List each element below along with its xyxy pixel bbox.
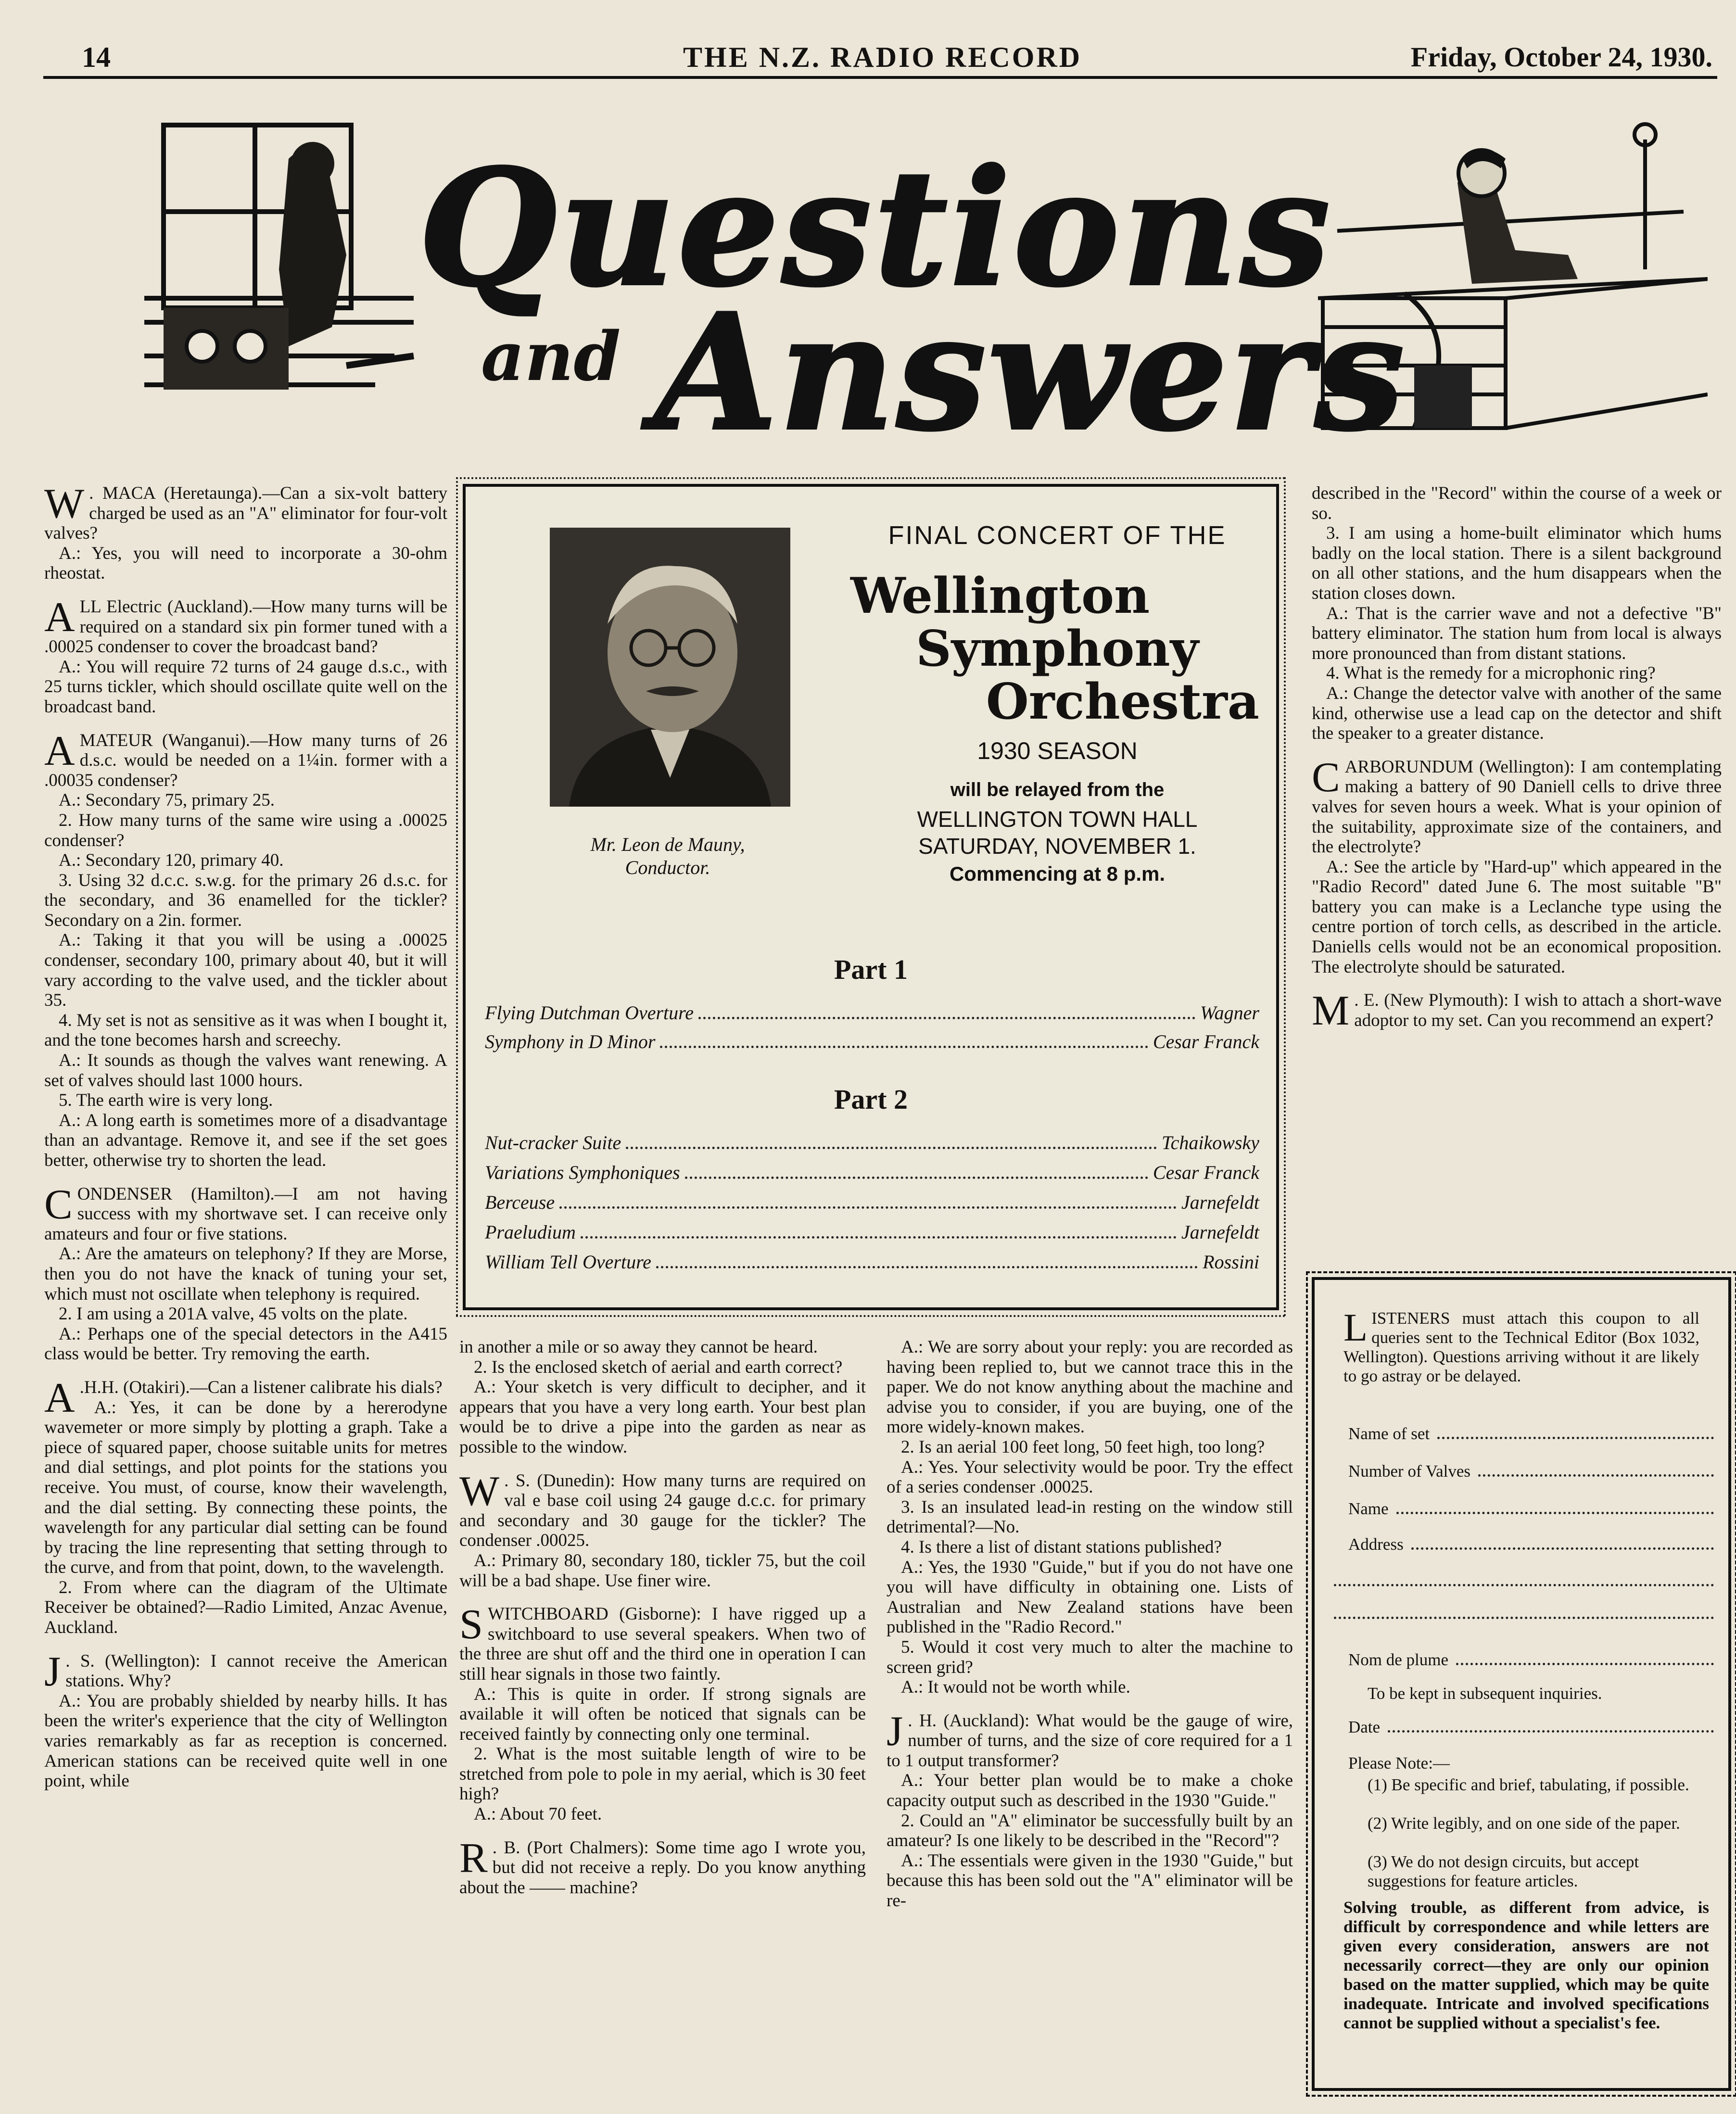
question-me: M . E. (New Plymouth): I wish to attach a short-wave adoptor to my set. Can you recommend an expert? <box>1312 987 1722 1035</box>
answer-text: A.: Are the amateurs on telephony? If they are Morse, then you do not have the knack of tuning your set, which must not oscillate when telephony is required. <box>44 1244 447 1304</box>
question-all-electric: ALL Electric (Auckland).—How many turns will be required on a standard six pin former tuned with a .00025 condenser to cover the broadcast band? <box>44 594 447 657</box>
drop-cap: S <box>459 1601 483 1648</box>
question-text: 2. What is the most suitable length of wire to be stretched from pole to pole in my aerial, which is 30 feet high? <box>459 1744 866 1804</box>
drop-cap: A <box>44 1374 75 1421</box>
masthead <box>43 26 1717 79</box>
drop-cap: C <box>44 1181 73 1228</box>
venue: WELLINGTON TOWN HALL <box>917 807 1198 832</box>
relay-note: will be relayed from the <box>950 779 1165 800</box>
drop-cap: J <box>887 1708 903 1755</box>
season: 1930 SEASON <box>977 737 1138 764</box>
answer-text: A.: Secondary 75, primary 25. <box>59 790 275 810</box>
answer-text: A.: Perhaps one of the special detectors in the A415 class would be better. Try removing the earth. <box>44 1324 447 1364</box>
answer-text: A.: Yes. Your selectivity would be poor. Try the effect of a series condenser .00025. <box>887 1457 1293 1497</box>
masthead-rule <box>43 76 1717 79</box>
note-item: (3) We do not design circuits, but accept suggestions for feature articles. <box>1368 1852 1639 1890</box>
question-ahh: A .H.H. (Otakiri).—Can a listener calibrate his dials? <box>44 1374 443 1421</box>
conductor-role: Conductor. <box>625 857 710 878</box>
question-maca: W . MACA (Heretaunga).—Can a six-volt battery charged be used as an "A" eliminator for four-volt valves? <box>44 481 447 544</box>
question-amateur: AMATEUR (Wanganui).—How many turns of 26 d.s.c. would be needed on a 1¼in. former with a .00035 condenser? <box>44 727 447 790</box>
answer-text: A.: It would not be worth while. <box>901 1677 1130 1697</box>
question-text: 2. I am using a 201A valve, 45 volts on the plate. <box>59 1304 408 1324</box>
orchestra-name-line-2: Symphony <box>916 620 1199 678</box>
listener-coupon <box>1312 1277 1731 2091</box>
drop-cap: J <box>44 1648 61 1695</box>
question-text: 3. Is an insulated lead-in resting on the window still detrimental?—No. <box>887 1497 1293 1537</box>
column-2 <box>459 1337 866 1898</box>
question-js: J . S. (Wellington): I cannot receive the American stations. Why? <box>44 1648 447 1695</box>
continued-text: in another a mile or so away they cannot be heard. <box>459 1337 818 1357</box>
question-text: 3. Using 32 d.c.c. s.w.g. for the primary 26 d.s.c. for the secondary, and 36 enamelled for the tickler? Secondary on a 2in. former. <box>44 870 447 930</box>
question-text: 4. My set is not as sensitive as it was when I bought it, and the tone becomes harsh and screechy. <box>44 1010 447 1051</box>
question-text: 4. What is the remedy for a microphonic ring? <box>1326 663 1656 684</box>
concert-announcement <box>463 484 1279 1310</box>
concert-details <box>850 516 1264 886</box>
column-4 <box>1312 483 1722 1035</box>
question-text: 2. Is an aerial 100 feet long, 50 feet high, too long? <box>901 1437 1265 1457</box>
question-condenser: CONDENSER (Hamilton).—I am not having success with my shortwave set. I can receive only amateurs and four or five stations. <box>44 1181 447 1244</box>
nom-de-plume-field[interactable]: Nom de plume <box>1348 1650 1714 1670</box>
question-text: 4. Is there a list of distant stations published? <box>901 1537 1222 1557</box>
conductor-caption <box>523 833 812 879</box>
portrait-photo <box>550 528 790 807</box>
answer-text: A.: Change the detector valve with another of the same kind, otherwise use a lead cap on the detector and shift the speaker to a greater distance. <box>1312 683 1722 744</box>
program-item: Variations Symphoniques Cesar Franck <box>485 1162 1259 1183</box>
answer-text: A.: You are probably shielded by nearby hills. It has been the writer's experience that the city of Wellington varies remarkably as far as reception is concerned. American stations can be received quite well in one point, while <box>44 1691 447 1791</box>
question-text: 3. I am using a home-built eliminator which hums badly on the local station. There is a silent background on all other stations, and the hum disappears when the station closes down. <box>1312 523 1722 603</box>
answer-text: A.: This is quite in order. If strong signals are available it will often be noticed that signals can be received faintly by connecting only one terminal. <box>459 1684 866 1744</box>
issue-date: Friday, October 24, 1930. <box>1410 41 1712 73</box>
question-text: 2. From where can the diagram of the Ultimate Receiver be obtained?—Radio Limited, Anzac Avenue, Auckland. <box>44 1577 447 1638</box>
answer-text: A.: It sounds as though the valves want renewing. A set of valves should last 1000 hours. <box>44 1051 447 1090</box>
answer-text: A.: We are sorry about your reply: you are recorded as having been replied to, but we cannot trace this in the paper. We do not know anything about the machine and advise you to consider, if you are buying, one of the more widely-known makes. <box>887 1337 1293 1437</box>
question-jh: J . H. (Auckland): What would be the gauge of wire, number of turns, and the size of core required for a 1 to 1 output transformer? <box>887 1708 1293 1771</box>
answer-text: A.: Your sketch is very difficult to decipher, and it appears that you have a very long earth. Your best plan would be to drive a pipe into the garden as near as possible to the window. <box>459 1377 866 1457</box>
date-field[interactable]: Date <box>1348 1718 1714 1737</box>
question-text: 2. Is the enclosed sketch of aerial and earth correct? <box>474 1357 843 1377</box>
continued-text: described in the "Record" within the course of a week or so. <box>1312 483 1722 523</box>
note-item: (2) Write legibly, and on one side of the paper. <box>1368 1814 1680 1833</box>
answer-text: A.: See the article by "Hard-up" which appeared in the "Radio Record" dated June 6. The most suitable "B" battery you can make is a Leclanche type using the centre portion of torch cells, as described in the article. Daniells cells would not be an economical proposition. The electrolyte should be saturated. <box>1312 857 1722 977</box>
answer-text: A.: Taking it that you will be using a .00025 condenser, secondary 100, primary about 40, but it will vary according to the valve used, and the tickler about 35. <box>44 930 447 1011</box>
orchestra-name-line-1: Wellington <box>850 567 1150 625</box>
program-item: Nut-cracker Suite Tchaikowsky <box>485 1132 1259 1153</box>
drop-cap: R <box>459 1835 488 1882</box>
answer-text: A.: Yes, it can be done by a hererodyne wavemeter or more simply by plotting a graph. Take a piece of squared paper, choose suitable units for metres and dial settings, and plot points for the stations you receive. You must, of course, know their wavelength, and the dial setting. By connecting these points, the wavelength for any particular dial setting can be found by tracing the line representing that setting through to the curve, and from that point, down, to the wavelength. <box>44 1397 447 1578</box>
question-rb: R . B. (Port Chalmers): Some time ago I wrote you, but did not receive a reply. Do you know anything about the —— machine? <box>459 1835 866 1898</box>
drop-cap: L <box>1343 1305 1368 1349</box>
banner-title-questions: Questions <box>418 135 1333 321</box>
program-item: Berceuse Jarnefeldt <box>485 1191 1259 1213</box>
answer-text: A.: Secondary 120, primary 40. <box>59 850 284 871</box>
answer-text: A.: About 70 feet. <box>474 1804 602 1824</box>
drop-cap: M <box>1312 987 1350 1035</box>
name-field[interactable]: Name <box>1348 1499 1714 1519</box>
orchestra-name-line-3: Orchestra <box>986 673 1259 731</box>
answer-text: A.: Primary 80, secondary 180, tickler 75, but the coil will be a bad shape. Use finer wire. <box>459 1550 866 1591</box>
answer-text: A.: The essentials were given in the 1930 "Guide," but because this has been sold out the "A" eliminator will be re- <box>887 1850 1293 1911</box>
part-2-heading: Part 2 <box>834 1084 908 1115</box>
drop-cap: W <box>44 481 85 527</box>
drop-cap: A <box>44 727 75 774</box>
number-of-valves-field[interactable]: Number of Valves <box>1348 1462 1714 1481</box>
name-of-set-field[interactable]: Name of set <box>1348 1424 1714 1443</box>
conductor-portrait <box>550 528 790 807</box>
answer-text: A.: Your better plan would be to make a choke capacity output such as described in the 1930 "Guide." <box>887 1771 1293 1811</box>
drop-cap: C <box>1312 754 1340 801</box>
conductor-name: Mr. Leon de Mauny, <box>590 834 745 855</box>
answer-all-electric: A.: You will require 72 turns of 24 gauge d.s.c., with 25 turns tickler, which should oscillate quite well on the broadcast band. <box>44 657 447 717</box>
address-field[interactable]: Address <box>1348 1535 1714 1554</box>
program-item: Symphony in D Minor Cesar Franck <box>485 1031 1259 1052</box>
program-item: Flying Dutchman Overture Wagner <box>485 1002 1259 1024</box>
concert-heading: FINAL CONCERT OF THE <box>888 521 1227 550</box>
keep-note: To be kept in subsequent inquiries. <box>1368 1684 1602 1703</box>
address-line[interactable] <box>1334 1617 1714 1619</box>
address-line[interactable] <box>1334 1584 1714 1586</box>
answer-text: A.: Yes, the 1930 "Guide," but if you do not have one you will have difficulty in obtaining one. Lists of Australian and New Zealand stations have been published in the "Radio Record." <box>887 1557 1293 1637</box>
column-3 <box>887 1337 1293 1911</box>
question-text: 5. Would it cost very much to alter the machine to screen grid? <box>887 1637 1293 1677</box>
coupon-disclaimer: Solving trouble, as different from advice, is difficult by correspondence and while letters are given every consideration, answers are not necessarily correct—they are only our opinion based on the matter supplied, which may be quite inadequate. Intricate and involved specifications cannot be supplied without a specialist's fee. <box>1343 1898 1709 2032</box>
program-item: Praeludium Jarnefeldt <box>485 1221 1259 1243</box>
banner-title-and: and <box>481 317 621 396</box>
page-number: 14 <box>82 41 111 73</box>
banner-title-answers: Answers <box>654 279 1407 466</box>
note-item: (1) Be specific and brief, tabulating, if possible. <box>1368 1775 1689 1794</box>
drop-cap: W <box>459 1468 500 1515</box>
question-text: 5. The earth wire is very long. <box>59 1090 273 1111</box>
question-text: 2. How many turns of the same wire using a .00025 condenser? <box>44 810 447 850</box>
drop-cap: A <box>44 594 75 641</box>
questions-and-answers-banner <box>144 96 1708 466</box>
answer-maca: A.: Yes, you will need to incorporate a 30-ohm rheostat. <box>44 543 447 583</box>
question-text: 2. Could an "A" eliminator be successfully built by an amateur? Is one likely to be described in the "Record"? <box>887 1810 1293 1851</box>
concert-date: SATURDAY, NOVEMBER 1. <box>918 834 1196 859</box>
answer-text: A.: That is the carrier wave and not a defective "B" battery eliminator. The station hum from local is always more pronounced than from distant stations. <box>1312 603 1722 663</box>
question-ws: W . S. (Dunedin): How many turns are required on val e base coil using 24 gauge d.c.c. for primary and secondary and 30 gauge for the tickler? The condenser .00025. <box>459 1468 866 1551</box>
program-item: William Tell Overture Rossini <box>485 1251 1259 1273</box>
part-1-heading: Part 1 <box>834 954 908 985</box>
concert-time: Commencing at 8 p.m. <box>949 862 1166 885</box>
publication-title: THE N.Z. RADIO RECORD <box>683 41 1082 73</box>
question-carborundum: CARBORUNDUM (Wellington): I am contemplating making a battery of 90 Daniell cells to drive three valves for seven hours a week. What is your opinion of the suitability, approximate size of the containers, and the electrolyte? <box>1312 754 1722 857</box>
coupon-intro: LISTENERS must attach this coupon to all queries sent to the Technical Editor (Box 1032, Wellington). Questions arriving without it are likely to go astray or be delayed. <box>1343 1305 1699 1385</box>
answer-text: A.: A long earth is sometimes more of a disadvantage than an advantage. Remove it, and see if the set goes better, otherwise try to shorten the lead. <box>44 1110 447 1170</box>
column-1 <box>44 483 447 1791</box>
please-note: Please Note:— <box>1348 1754 1450 1772</box>
question-switchboard: SWITCHBOARD (Gisborne): I have rigged up a switchboard to use several speakers. When two of the three are shut off and the third one in operation I can still hear signals in those two faintly. <box>459 1601 866 1684</box>
